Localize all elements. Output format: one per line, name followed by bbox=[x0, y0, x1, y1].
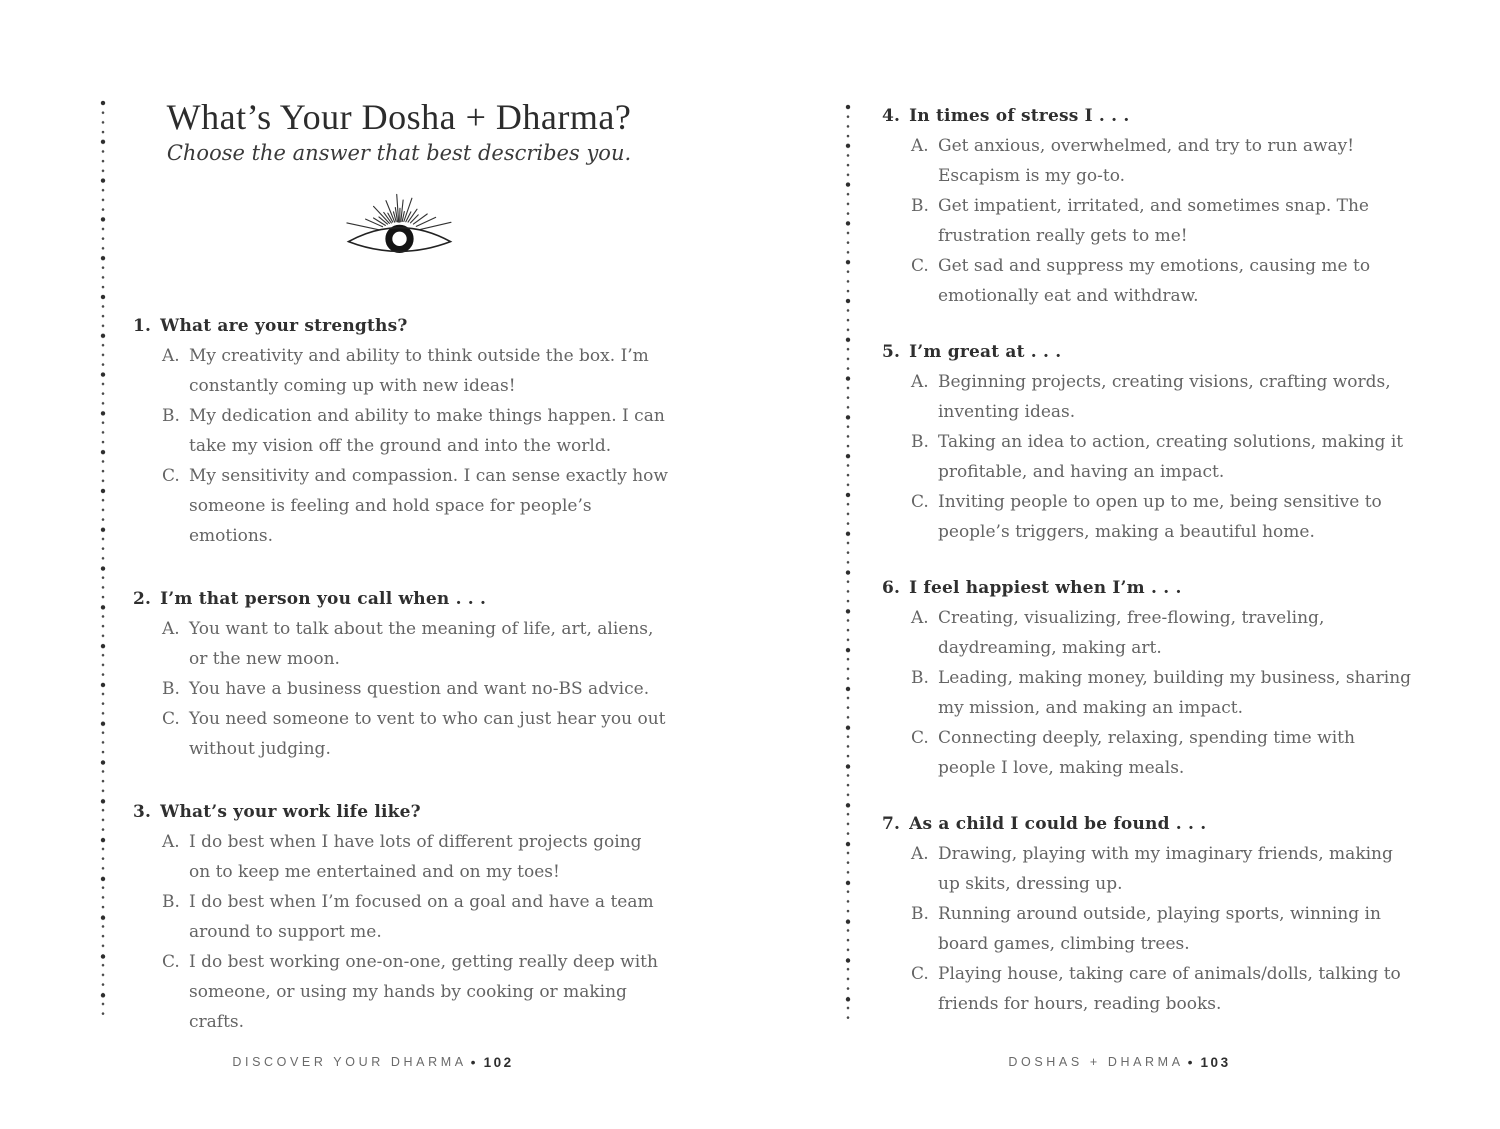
option-text: Running around outside, playing sports, winning in board games, climbing trees. bbox=[938, 904, 1381, 954]
question-4-heading bbox=[882, 101, 1417, 131]
quiz-header bbox=[133, 96, 665, 266]
option-letter: A. bbox=[162, 619, 180, 639]
option-letter: A. bbox=[911, 372, 929, 392]
question-text: In times of stress I . . . bbox=[909, 106, 1130, 126]
question-2-heading bbox=[133, 584, 668, 614]
option-letter: A. bbox=[162, 832, 180, 852]
option-text: My creativity and ability to think outside the box. I’m constantly coming up with new ideas! bbox=[189, 346, 649, 396]
option-text: I do best working one-on-one, getting really deep with someone, or using my hands by cooking or making crafts. bbox=[189, 952, 658, 1032]
question-3 bbox=[133, 797, 668, 1037]
option-text: You need someone to vent to who can just hear you out without judging. bbox=[189, 709, 666, 759]
question-text: What are your strengths? bbox=[160, 316, 408, 336]
footer-book-title: DISCOVER YOUR DHARMA bbox=[232, 1055, 467, 1069]
option-text: Get sad and suppress my emotions, causing me to emotionally eat and withdraw. bbox=[938, 256, 1371, 306]
question-number: 5. bbox=[882, 342, 901, 362]
question-1-option-c bbox=[133, 461, 668, 551]
page-number: 102 bbox=[483, 1054, 514, 1070]
option-text: Playing house, taking care of animals/dolls, talking to friends for hours, reading books. bbox=[938, 964, 1401, 1014]
question-6-option-b bbox=[882, 663, 1417, 723]
question-6-option-c bbox=[882, 723, 1417, 783]
question-5-option-b bbox=[882, 427, 1417, 487]
option-letter: C. bbox=[162, 952, 180, 972]
footer-chapter-title: DOSHAS + DHARMA bbox=[1008, 1055, 1184, 1069]
option-text: My sensitivity and compassion. I can sense exactly how someone is feeling and hold space for people’s emotions. bbox=[189, 466, 668, 546]
question-3-option-c bbox=[133, 947, 668, 1037]
question-2-option-a bbox=[133, 614, 668, 674]
question-4-option-c bbox=[882, 251, 1417, 311]
left-page-questions bbox=[133, 311, 668, 1037]
question-5-heading bbox=[882, 337, 1417, 367]
option-letter: B. bbox=[162, 892, 180, 912]
right-page-questions bbox=[882, 101, 1417, 1045]
option-text: You have a business question and want no-BS advice. bbox=[189, 679, 650, 699]
question-number: 1. bbox=[133, 316, 152, 336]
option-text: You want to talk about the meaning of life, art, aliens, or the new moon. bbox=[189, 619, 654, 669]
question-7-heading bbox=[882, 809, 1417, 839]
question-1-option-b bbox=[133, 401, 668, 461]
page-number: 103 bbox=[1200, 1054, 1231, 1070]
question-7-option-b bbox=[882, 899, 1417, 959]
option-text: Inviting people to open up to me, being sensitive to people’s triggers, making a beautiful home. bbox=[938, 492, 1382, 542]
option-text: Leading, making money, building my business, sharing my mission, and making an impact. bbox=[938, 668, 1412, 718]
right-page-footer bbox=[852, 1052, 1387, 1072]
option-text: Get impatient, irritated, and sometimes snap. The frustration really gets to me! bbox=[938, 196, 1369, 246]
question-7-option-a bbox=[882, 839, 1417, 899]
question-5-option-c bbox=[882, 487, 1417, 547]
eye-with-rays-icon bbox=[133, 186, 665, 266]
question-3-option-a bbox=[133, 827, 668, 887]
option-letter: B. bbox=[911, 432, 929, 452]
question-2 bbox=[133, 584, 668, 764]
question-2-option-c bbox=[133, 704, 668, 764]
question-1-heading bbox=[133, 311, 668, 341]
option-letter: A. bbox=[911, 844, 929, 864]
question-text: I feel happiest when I’m . . . bbox=[909, 578, 1182, 598]
option-letter: A. bbox=[162, 346, 180, 366]
question-7-option-c bbox=[882, 959, 1417, 1019]
option-letter: B. bbox=[911, 196, 929, 216]
question-3-option-b bbox=[133, 887, 668, 947]
option-letter: C. bbox=[911, 728, 929, 748]
question-6 bbox=[882, 573, 1417, 783]
option-letter: B. bbox=[911, 904, 929, 924]
option-letter: B. bbox=[162, 406, 180, 426]
option-letter: A. bbox=[911, 136, 929, 156]
question-5-option-a bbox=[882, 367, 1417, 427]
question-text: What’s your work life like? bbox=[160, 802, 421, 822]
option-text: My dedication and ability to make things happen. I can take my vision off the ground and into the world. bbox=[189, 406, 665, 456]
option-text: Taking an idea to action, creating solutions, making it profitable, and having an impact. bbox=[938, 432, 1404, 482]
question-text: I’m that person you call when . . . bbox=[160, 589, 487, 609]
question-4-option-a bbox=[882, 131, 1417, 191]
question-number: 3. bbox=[133, 802, 152, 822]
question-2-option-b bbox=[133, 674, 668, 704]
footer-bullet: • bbox=[470, 1054, 476, 1070]
question-4 bbox=[882, 101, 1417, 311]
option-letter: C. bbox=[911, 964, 929, 984]
quiz-subtitle: Choose the answer that best describes you. bbox=[166, 141, 632, 165]
question-number: 4. bbox=[882, 106, 901, 126]
question-1 bbox=[133, 311, 668, 551]
option-text: Creating, visualizing, free-flowing, traveling, daydreaming, making art. bbox=[938, 608, 1325, 658]
question-5 bbox=[882, 337, 1417, 547]
option-letter: C. bbox=[162, 466, 180, 486]
right-page-dotted-rule bbox=[845, 104, 851, 1020]
option-letter: C. bbox=[911, 256, 929, 276]
question-1-option-a bbox=[133, 341, 668, 401]
option-text: Beginning projects, creating visions, crafting words, inventing ideas. bbox=[938, 372, 1391, 422]
footer-bullet: • bbox=[1187, 1054, 1193, 1070]
question-7 bbox=[882, 809, 1417, 1019]
option-text: Drawing, playing with my imaginary friends, making up skits, dressing up. bbox=[938, 844, 1393, 894]
question-number: 6. bbox=[882, 578, 901, 598]
question-6-heading bbox=[882, 573, 1417, 603]
question-4-option-b bbox=[882, 191, 1417, 251]
question-number: 2. bbox=[133, 589, 152, 609]
option-text: I do best when I have lots of different projects going on to keep me entertained and on my toes! bbox=[189, 832, 642, 882]
option-letter: B. bbox=[162, 679, 180, 699]
question-6-option-a bbox=[882, 603, 1417, 663]
option-letter: C. bbox=[911, 492, 929, 512]
option-text: Connecting deeply, relaxing, spending time with people I love, making meals. bbox=[938, 728, 1355, 778]
question-text: I’m great at . . . bbox=[909, 342, 1062, 362]
option-text: Get anxious, overwhelmed, and try to run away! Escapism is my go-to. bbox=[938, 136, 1355, 186]
option-letter: A. bbox=[911, 608, 929, 628]
left-page-dotted-rule bbox=[100, 100, 106, 1016]
option-letter: C. bbox=[162, 709, 180, 729]
question-text: As a child I could be found . . . bbox=[909, 814, 1207, 834]
quiz-title: What’s Your Dosha + Dharma? bbox=[166, 97, 632, 137]
question-number: 7. bbox=[882, 814, 901, 834]
option-text: I do best when I’m focused on a goal and have a team around to support me. bbox=[189, 892, 654, 942]
left-page-footer bbox=[108, 1052, 638, 1072]
option-letter: B. bbox=[911, 668, 929, 688]
question-3-heading bbox=[133, 797, 668, 827]
